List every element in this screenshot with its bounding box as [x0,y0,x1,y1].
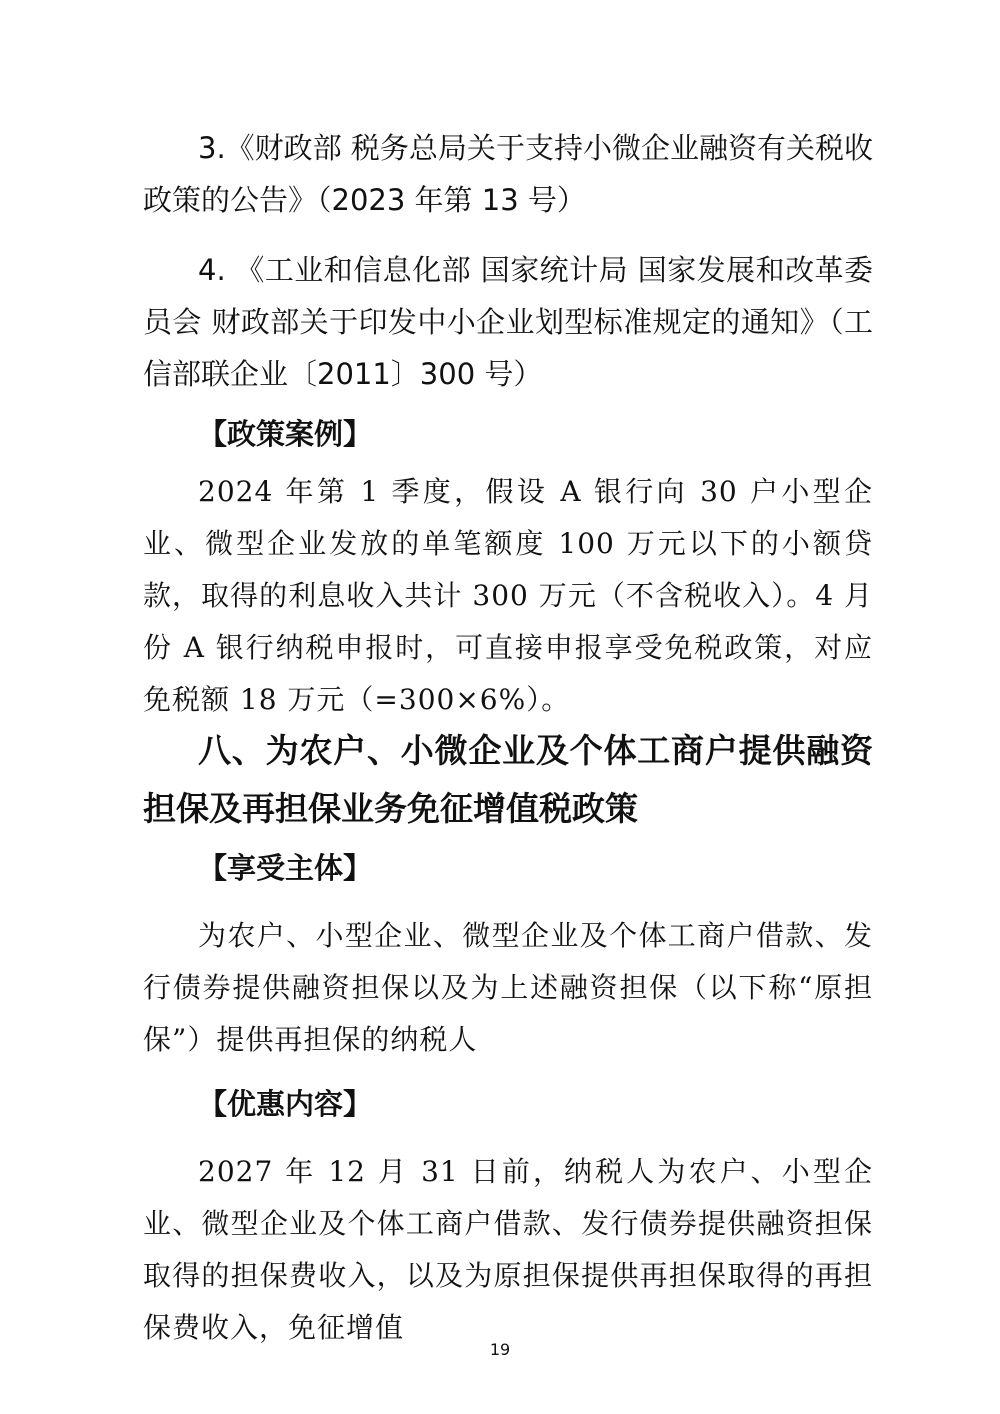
benefit-content-text: 2027 年 12 月 31 日前，纳税人为农户、小型企业、微型企业及个体工商户借款、发行债券提供融资担保取得的担保费收入，以及为原担保提供再担保取得的再担保费收入，免征增值 [143,1155,873,1344]
reference-item-3: 3.《财政部 税务总局关于支持小微企业融资有关税收政策的公告》（2023 年第 13 号） [143,131,873,217]
policy-case-heading: 【政策案例】 [198,417,373,451]
benefit-content-heading: 【优惠内容】 [198,1087,373,1121]
policy-case-text: 2024 年第 1 季度，假设 A 银行向 30 户小型企业、微型企业发放的单笔额度 100 万元以下的小额贷款，取得的利息收入共计 300 万元（不含税收入）。4 月份 A 银行纳税申报时，可直接申报享受免税政策，对应免税额 18 万元（=300×6%）。 [143,475,873,716]
eligible-subject-heading: 【享受主体】 [198,851,373,885]
page-number: 19 [489,1340,511,1359]
reference-item-4: 4. 《工业和信息化部 国家统计局 国家发展和改革委员会 财政部关于印发中小企业划型标准规定的通知》（工信部联企业〔2011〕300 号） [143,253,873,391]
eligible-subject-text: 为农户、小型企业、微型企业及个体工商户借款、发行债券提供融资担保以及为上述融资担保（以下称“原担保”）提供再担保的纳税人 [143,919,873,1056]
section-title: 八、为农户、小微企业及个体工商户提供融资担保及再担保业务免征增值税政策 [143,731,873,828]
